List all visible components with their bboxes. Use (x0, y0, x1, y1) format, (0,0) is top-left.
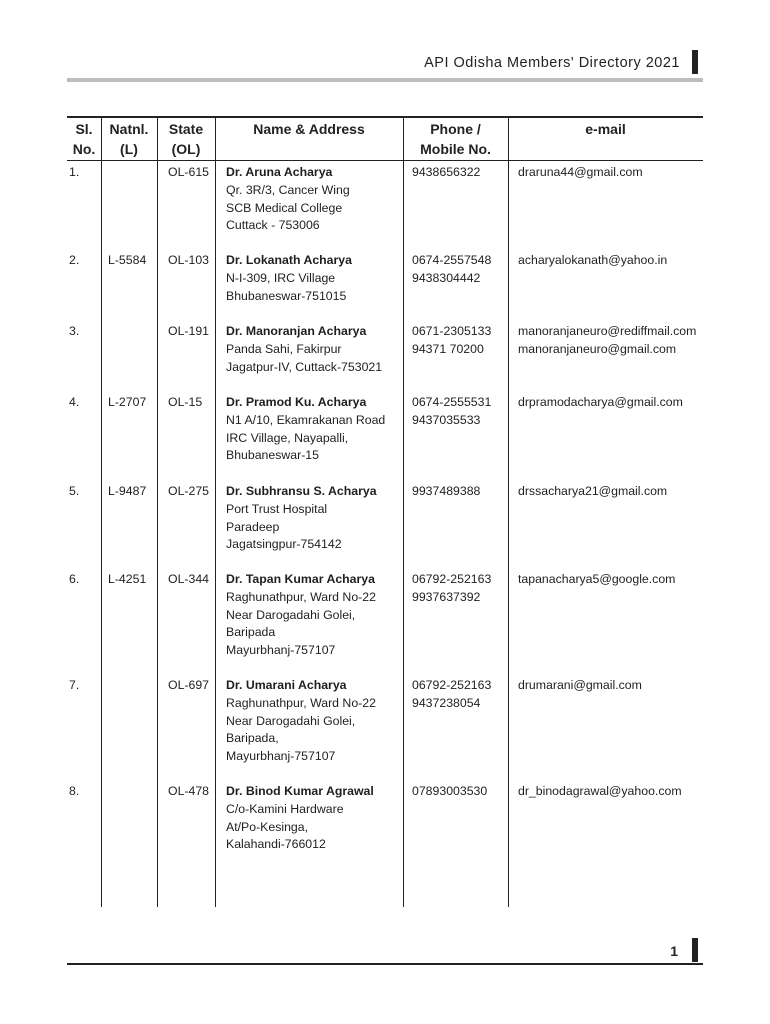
state-id: OL-275 (168, 484, 210, 498)
address-line: SCB Medical College (226, 200, 343, 215)
name-address (226, 571, 376, 660)
phone-numbers (412, 164, 480, 182)
email-link[interactable]: drpramodacharya@gmail.com (518, 395, 683, 409)
header-line: State (168, 121, 204, 137)
phone-number: 9437035533 (412, 412, 481, 427)
phone-numbers (412, 783, 487, 801)
phone-number: 94371 70200 (412, 341, 484, 356)
state-id: OL-103 (168, 253, 210, 267)
national-id: L-9487 (108, 484, 147, 498)
phone-number: 0674-2557548 (412, 253, 492, 267)
email-link[interactable]: acharyalokanath@yahoo.in (518, 253, 668, 267)
header-line: Name & Address (253, 121, 365, 137)
header-accent-bar (692, 50, 698, 74)
address-line: Panda Sahi, Fakirpur (226, 341, 342, 356)
member-name: Dr. Umarani Acharya (226, 678, 347, 692)
national-id: L-4251 (108, 572, 147, 586)
phone-number: 9437238054 (412, 695, 481, 710)
phone-numbers (412, 394, 491, 430)
address-line: At/Po-Kesinga, (226, 819, 309, 834)
email-link[interactable]: drumarani@gmail.com (518, 678, 642, 692)
column-divider (403, 117, 404, 907)
address-line: Baripada (226, 625, 276, 640)
email-addresses (518, 571, 675, 589)
name-address (226, 323, 382, 376)
address-line: Kalahandi-766012 (226, 837, 326, 852)
email-addresses (518, 394, 683, 412)
column-divider (215, 117, 216, 907)
column-divider (508, 117, 509, 907)
address-line: N-I-309, IRC Village (226, 270, 336, 285)
table-header-rule (67, 160, 703, 161)
email-link[interactable]: manoranjaneuro@gmail.com (518, 341, 677, 356)
serial-number: 7. (69, 678, 80, 692)
member-name: Dr. Pramod Ku. Acharya (226, 395, 367, 409)
address-line: Raghunathpur, Ward No-22 (226, 589, 376, 604)
column-header-email (508, 119, 703, 139)
header-line: (OL) (171, 141, 201, 157)
name-address (226, 252, 352, 305)
name-address (226, 783, 374, 854)
header-line: Natnl. (109, 121, 149, 137)
phone-number: 9438656322 (412, 165, 481, 179)
table-top-rule (67, 116, 703, 118)
serial-number: 1. (69, 165, 80, 179)
page-number: 1 (670, 943, 678, 959)
phone-numbers (412, 483, 480, 501)
email-link[interactable]: tapanacharya5@google.com (518, 572, 676, 586)
state-id: OL-344 (168, 572, 210, 586)
address-line: Qr. 3R/3, Cancer Wing (226, 182, 350, 197)
phone-number: 06792-252163 (412, 572, 492, 586)
phone-numbers (412, 571, 491, 607)
address-line: C/o-Kamini Hardware (226, 801, 344, 816)
header-line: e-mail (585, 121, 626, 137)
member-name: Dr. Lokanath Acharya (226, 253, 352, 267)
member-name: Dr. Aruna Acharya (226, 165, 333, 179)
email-link[interactable]: manoranjaneuro@rediffmail.com (518, 324, 697, 338)
column-header-name (215, 119, 403, 139)
email-addresses (518, 323, 696, 359)
phone-numbers (412, 323, 491, 359)
column-divider (101, 117, 102, 907)
member-name: Dr. Tapan Kumar Acharya (226, 572, 375, 586)
email-addresses (518, 483, 667, 501)
serial-number: 4. (69, 395, 80, 409)
name-address (226, 394, 385, 465)
phone-number: 9937637392 (412, 589, 481, 604)
serial-number: 8. (69, 784, 80, 798)
address-line: N1 A/10, Ekamrakanan Road (226, 412, 386, 427)
member-name: Dr. Manoranjan Acharya (226, 324, 367, 338)
email-addresses (518, 164, 643, 182)
email-addresses (518, 783, 682, 801)
email-addresses (518, 677, 642, 695)
national-id: L-5584 (108, 253, 147, 267)
member-name: Dr. Subhransu S. Acharya (226, 484, 377, 498)
email-link[interactable]: drssacharya21@gmail.com (518, 484, 668, 498)
serial-number: 6. (69, 572, 80, 586)
address-line: Raghunathpur, Ward No-22 (226, 695, 376, 710)
state-id: OL-615 (168, 165, 210, 179)
serial-number: 5. (69, 484, 80, 498)
directory-title: API Odisha Members' Directory 2021 (424, 55, 680, 71)
address-line: Port Trust Hospital (226, 501, 328, 516)
header-line: Mobile No. (420, 141, 491, 157)
column-header-phone (403, 119, 508, 159)
serial-number: 2. (69, 253, 80, 267)
phone-number: 07893003530 (412, 784, 488, 798)
phone-number: 0671-2305133 (412, 324, 492, 338)
phone-number: 06792-252163 (412, 678, 492, 692)
email-link[interactable]: draruna44@gmail.com (518, 165, 643, 179)
email-link[interactable]: dr_binodagrawal@yahoo.com (518, 784, 682, 798)
header-line: Phone / (430, 121, 481, 137)
state-id: OL-15 (168, 395, 203, 409)
state-id: OL-478 (168, 784, 210, 798)
address-line: Mayurbhanj-757107 (226, 643, 336, 658)
state-id: OL-191 (168, 324, 210, 338)
member-name: Dr. Binod Kumar Agrawal (226, 784, 374, 798)
name-address (226, 164, 350, 235)
address-line: Near Darogadahi Golei, (226, 713, 356, 728)
phone-numbers (412, 677, 491, 713)
address-line: Bhubaneswar-15 (226, 448, 319, 463)
column-header-state (157, 119, 215, 159)
column-header-sl (67, 119, 101, 159)
address-line: Mayurbhanj-757107 (226, 749, 336, 764)
header-line: Sl. (75, 121, 93, 137)
header-line: (L) (120, 141, 138, 157)
name-address (226, 677, 376, 766)
phone-number: 9937489388 (412, 484, 481, 498)
phone-numbers (412, 252, 491, 288)
address-line: Jagatpur-IV, Cuttack-753021 (226, 359, 383, 374)
national-id: L-2707 (108, 395, 147, 409)
phone-number: 0674-2555531 (412, 395, 492, 409)
address-line: IRC Village, Nayapalli, (226, 430, 349, 445)
state-id: OL-697 (168, 678, 210, 692)
footer-accent-bar (692, 938, 698, 962)
column-divider (157, 117, 158, 907)
address-line: Jagatsingpur-754142 (226, 537, 342, 552)
phone-number: 9438304442 (412, 270, 481, 285)
address-line: Bhubaneswar-751015 (226, 288, 347, 303)
address-line: Paradeep (226, 519, 280, 534)
footer-rule (67, 963, 703, 965)
name-address (226, 483, 377, 554)
email-addresses (518, 252, 667, 270)
serial-number: 3. (69, 324, 80, 338)
address-line: Cuttack - 753006 (226, 218, 320, 233)
header-rule (67, 78, 703, 82)
header-line: No. (72, 141, 96, 157)
address-line: Near Darogadahi Golei, (226, 607, 356, 622)
address-line: Baripada, (226, 731, 279, 746)
column-header-natl (101, 119, 157, 159)
